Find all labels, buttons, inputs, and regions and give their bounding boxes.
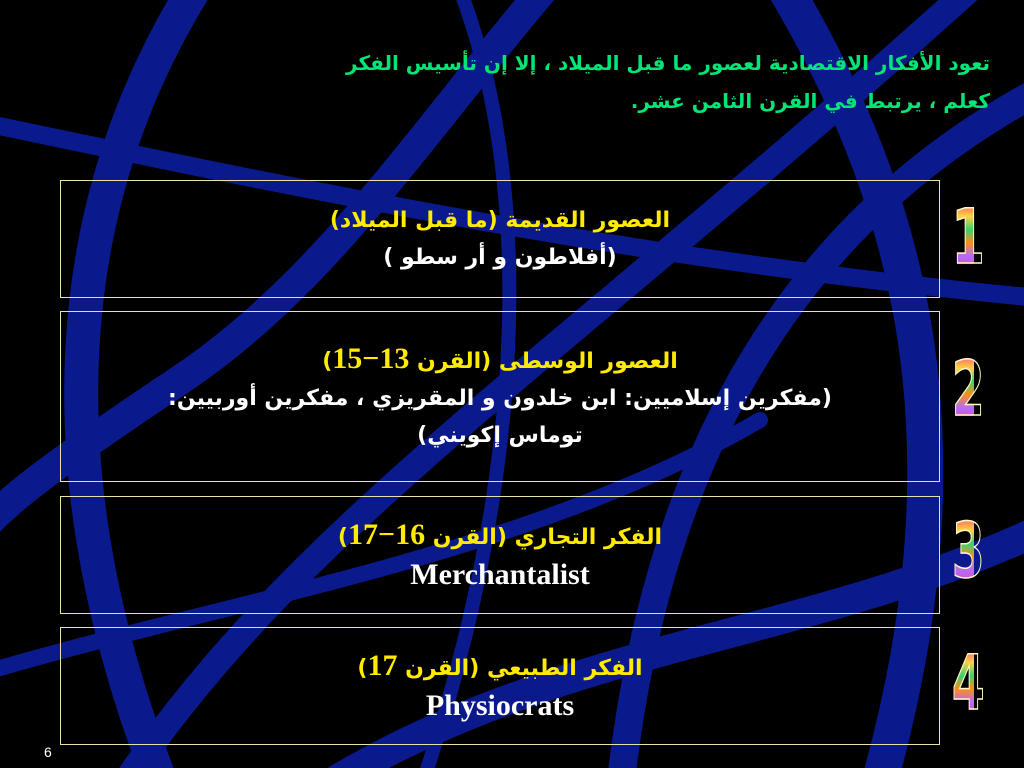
intro-paragraph — [40, 44, 990, 120]
era-title-ancient: العصور القديمة (ما قبل الميلاد) — [329, 208, 671, 233]
era-subtitle-ancient: (أفلاطون و أر سطو ) — [383, 245, 617, 270]
era-title-century: 16−17 — [347, 518, 426, 551]
era-title-text: العصور الوسطى (القرن — [409, 348, 678, 374]
era-box-mercantilism — [60, 496, 940, 614]
era-title-mercantilism — [338, 516, 662, 556]
era-box-middle-ages — [60, 311, 940, 482]
page-number: 6 — [44, 744, 52, 760]
number-badge-4: 4 — [951, 638, 985, 727]
era-title-close: ) — [337, 525, 348, 550]
era-title-text: الفكر التجاري (القرن — [425, 525, 663, 550]
era-title-close: ) — [322, 348, 333, 374]
era-box-physiocrats — [60, 627, 940, 745]
number-badge-1: 1 — [951, 192, 985, 281]
era-title-century: 17 — [367, 649, 398, 682]
era-english-physiocrats: Physiocrats — [425, 689, 575, 722]
era-title-text: الفكر الطبيعي (القرن — [397, 656, 643, 681]
intro-line-2: كعلم ، يرتبط في القرن الثامن عشر. — [630, 89, 990, 113]
era-detail-line-1: (مفكرين إسلاميين: ابن خلدون و المقريزي ، مفكرين أوربيين: — [168, 385, 832, 411]
intro-line-1: تعود الأفكار الاقتصادية لعصور ما قبل الميلاد ، إلا إن تأسيس الفكر — [346, 51, 990, 75]
era-title-close: ) — [357, 656, 368, 681]
era-box-ancient — [60, 180, 940, 298]
era-detail-line-2: توماس إكويني) — [417, 422, 583, 448]
era-title-physiocrats — [357, 647, 642, 687]
number-badge-2: 2 — [951, 344, 985, 433]
era-title-middle-ages — [322, 340, 678, 380]
number-badge-3: 3 — [951, 506, 985, 595]
era-title-century: 13−15 — [332, 341, 410, 375]
era-english-mercantilism: Merchantalist — [410, 558, 590, 591]
